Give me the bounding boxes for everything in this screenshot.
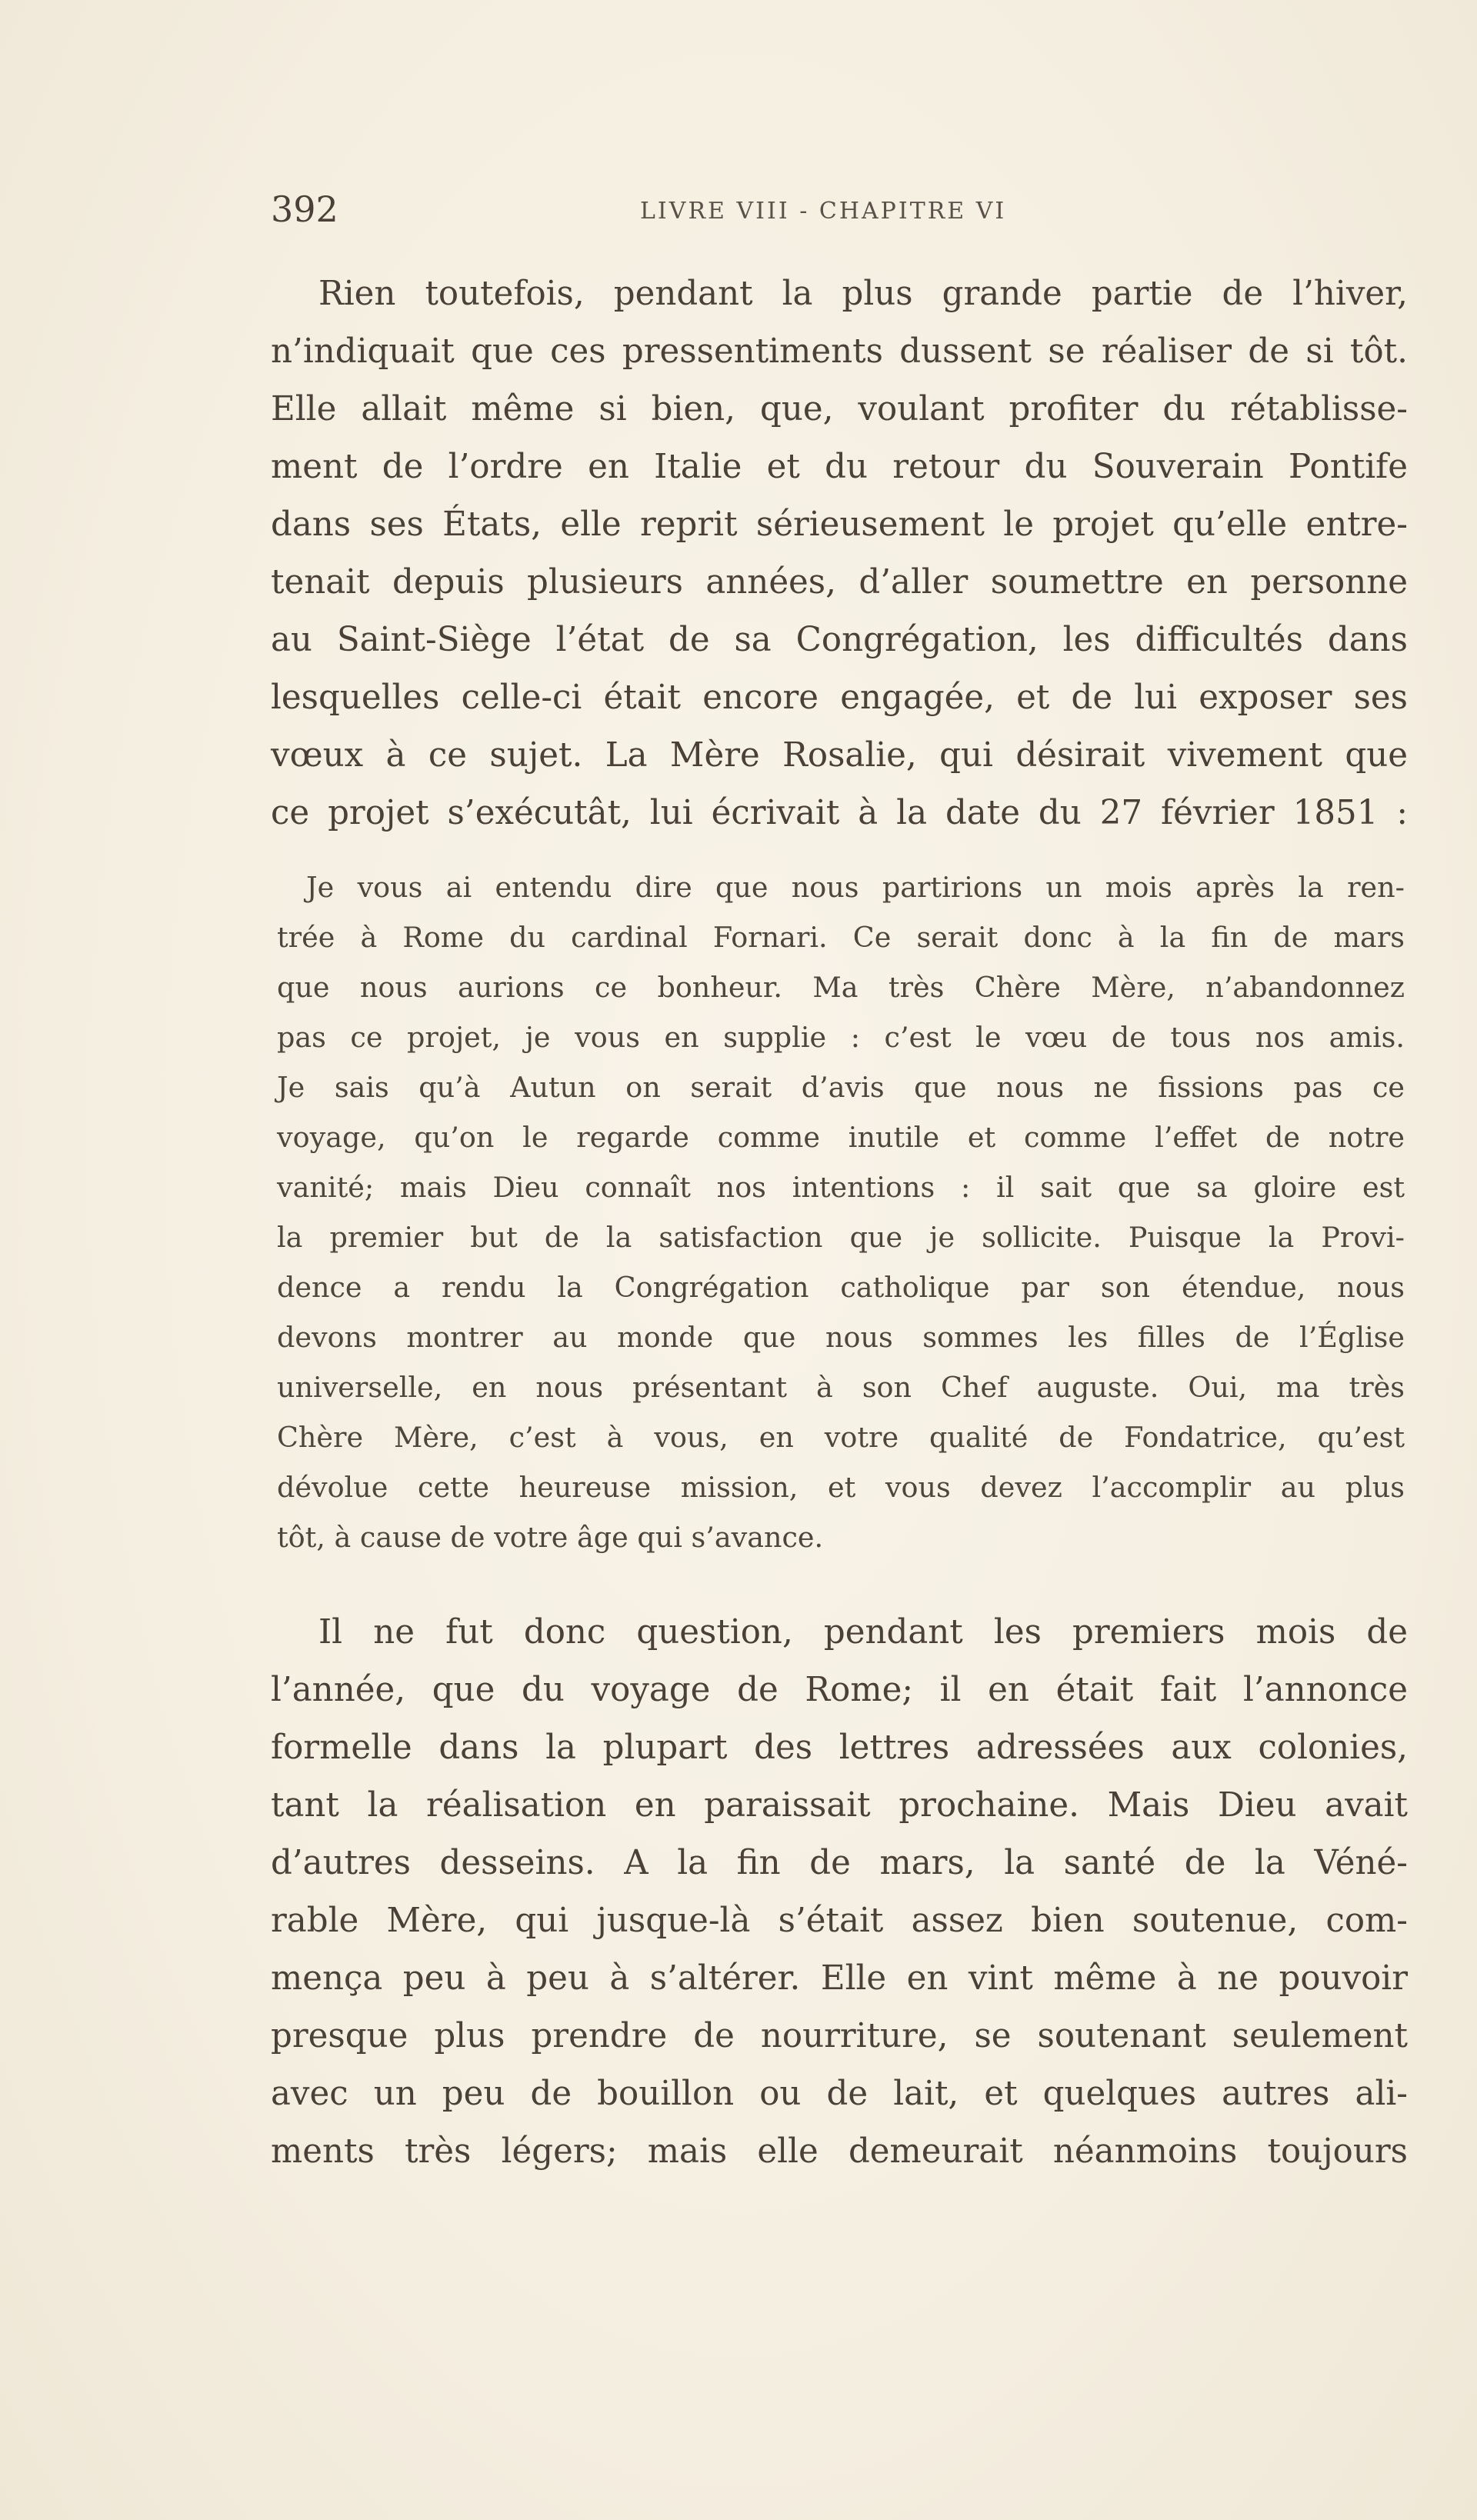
text-line: avec un peu de bouillon ou de lait, et quelques autres ali- (271, 2075, 1408, 2113)
page-number: 392 (271, 188, 338, 230)
text-line: n’indiquait que ces pressentiments dussent se réaliser de si tôt. (271, 332, 1408, 371)
running-head: LIVRE VIII - CHAPITRE VI (640, 198, 1007, 225)
text-line: ce projet s’exécutât, lui écrivait à la date du 27 février 1851 : (271, 794, 1408, 832)
text-line: Elle allait même si bien, que, voulant profiter du rétablisse- (271, 390, 1408, 428)
text-line: lesquelles celle-ci était encore engagée, et de lui exposer ses (271, 678, 1408, 717)
text-line: formelle dans la plupart des lettres adressées aux colonies, (271, 1728, 1408, 1767)
quote-line: pas ce projet, je vous en supplie : c’est le vœu de tous nos amis. (277, 1021, 1405, 1054)
paragraph-1 (271, 265, 1408, 842)
quote-line: vanité; mais Dieu connaît nos intentions : il sait que sa gloire est (277, 1171, 1405, 1204)
quoted-letter (277, 862, 1405, 1562)
text-line: vœux à ce sujet. La Mère Rosalie, qui désirait vivement que (271, 736, 1408, 775)
paragraph-2 (271, 1604, 1408, 2181)
quote-line: Je sais qu’à Autun on serait d’avis que nous ne fissions pas ce (277, 1071, 1405, 1104)
text-line: Rien toutefois, pendant la plus grande partie de l’hiver, (318, 275, 1408, 313)
text-line: presque plus prendre de nourriture, se soutenant seulement (271, 2017, 1408, 2055)
quote-line: Je vous ai entendu dire que nous partirions un mois après la ren- (306, 871, 1405, 904)
quote-line: dévolue cette heureuse mission, et vous devez l’accomplir au plus (277, 1471, 1405, 1504)
quote-line: la premier but de la satisfaction que je sollicite. Puisque la Provi- (277, 1221, 1405, 1254)
text-line: rable Mère, qui jusque-là s’était assez bien soutenue, com- (271, 1902, 1408, 1940)
quote-line: trée à Rome du cardinal Fornari. Ce serait donc à la fin de mars (277, 921, 1405, 954)
text-line: l’année, que du voyage de Rome; il en était fait l’annonce (271, 1671, 1408, 1709)
text-line: au Saint-Siège l’état de sa Congrégation, les difficultés dans (271, 621, 1408, 659)
quote-line: Chère Mère, c’est à vous, en votre qualité de Fondatrice, qu’est (277, 1421, 1405, 1454)
text-line: Il ne fut donc question, pendant les premiers mois de (318, 1613, 1408, 1652)
quote-line: voyage, qu’on le regarde comme inutile et comme l’effet de notre (277, 1121, 1405, 1154)
text-line: tenait depuis plusieurs années, d’aller soumettre en personne (271, 563, 1408, 602)
quote-line: que nous aurions ce bonheur. Ma très Chère Mère, n’abandonnez (277, 971, 1405, 1004)
quote-line: devons montrer au monde que nous sommes les filles de l’Église (277, 1321, 1405, 1354)
page-header (271, 188, 1408, 235)
text-line: tant la réalisation en paraissait prochaine. Mais Dieu avait (271, 1786, 1408, 1825)
text-line: mença peu à peu à s’altérer. Elle en vint même à ne pouvoir (271, 1959, 1408, 1998)
quote-line: dence a rendu la Congrégation catholique par son étendue, nous (277, 1271, 1405, 1304)
text-line: ment de l’ordre en Italie et du retour du Souverain Pontife (271, 448, 1408, 486)
quote-line: tôt, à cause de votre âge qui s’avance. (277, 1521, 824, 1554)
text-line: d’autres desseins. A la fin de mars, la santé de la Véné- (271, 1844, 1408, 1882)
text-line: ments très légers; mais elle demeurait néanmoins toujours (271, 2132, 1408, 2171)
text-line: dans ses États, elle reprit sérieusement le projet qu’elle entre- (271, 505, 1408, 544)
quote-line: universelle, en nous présentant à son Chef auguste. Oui, ma très (277, 1371, 1405, 1404)
